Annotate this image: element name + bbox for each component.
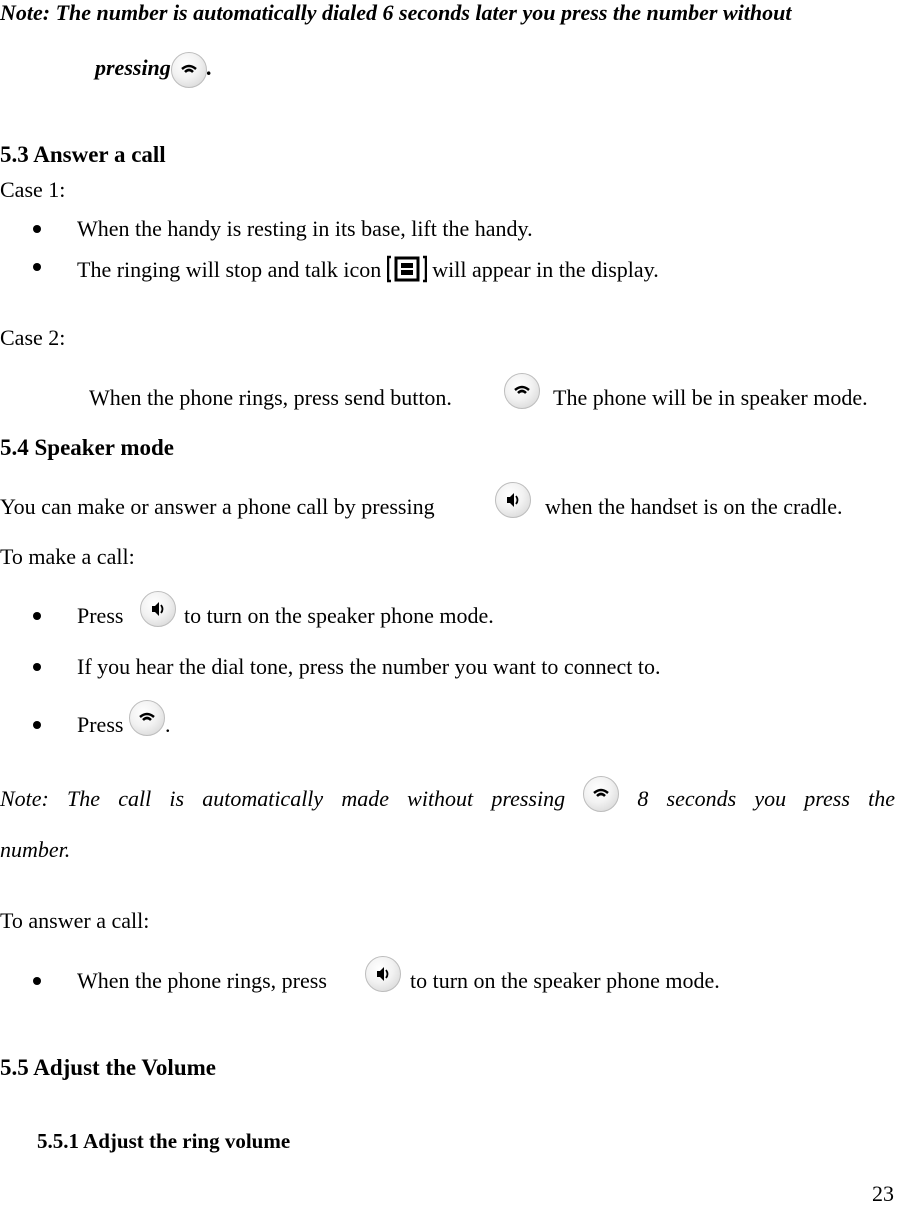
note-word: automatically	[202, 786, 324, 811]
press-text: Press	[77, 603, 124, 628]
speaker-intro	[0, 494, 900, 520]
speaker-mode-text: to turn on the speaker phone mode.	[184, 603, 494, 628]
bullet-icon	[33, 225, 41, 233]
note-word: you	[754, 786, 787, 811]
heading-5-5: 5.5 Adjust the Volume	[0, 1055, 216, 1080]
send-phone-icon	[129, 700, 165, 736]
case-2-post-text: The phone will be in speaker mode.	[553, 385, 868, 410]
answer-call-label: To answer a call:	[0, 908, 150, 933]
page-number: 23	[872, 1181, 894, 1206]
note-word: without	[407, 786, 474, 811]
note-word: pressing	[491, 786, 566, 811]
speaker-icon	[140, 591, 176, 627]
case-2-label: Case 2:	[0, 325, 66, 350]
bullet-icon	[33, 663, 41, 671]
talk-display-icon	[387, 254, 427, 290]
bullet-icon	[33, 721, 41, 729]
note-line-2	[95, 52, 212, 88]
bullet-text: When the handy is resting in its base, lift the handy.	[77, 216, 533, 241]
bullet-icon	[33, 263, 41, 271]
period-text: .	[165, 712, 171, 737]
note-word: The	[67, 786, 101, 811]
note-word: press	[804, 786, 850, 811]
make-call-label: To make a call:	[0, 544, 135, 569]
case-2-pre-text: When the phone rings, press send button.	[89, 385, 452, 410]
note-line-1: Note: The number is automatically dialed 6 seconds later you press the number without	[0, 0, 792, 25]
note-word: seconds	[666, 786, 737, 811]
note-word: call	[118, 786, 152, 811]
speaker-icon	[495, 482, 531, 518]
intro-post-text: when the handset is on the cradle.	[545, 494, 843, 519]
note-word: is	[169, 786, 185, 811]
heading-5-4: 5.4 Speaker mode	[0, 435, 174, 460]
talk-pre-text: The ringing will stop and talk icon	[77, 257, 382, 283]
press-text: Press	[77, 712, 124, 737]
note-word: 8	[637, 786, 649, 811]
heading-5-5-1: 5.5.1 Adjust the ring volume	[37, 1129, 291, 1153]
note-2-line-1	[0, 786, 895, 812]
send-phone-icon	[583, 776, 619, 812]
case-2-marker: 􀂾	[46, 385, 64, 410]
bullet-icon	[33, 977, 41, 985]
note-2-line-2: number.	[0, 837, 71, 862]
note-pressing: pressing	[95, 55, 171, 81]
bullet-text-talk	[77, 254, 659, 290]
note-word: made	[341, 786, 389, 811]
heading-5-3: 5.3 Answer a call	[0, 142, 166, 167]
send-phone-icon	[171, 52, 207, 88]
answer-pre-text: When the phone rings, press	[77, 968, 327, 993]
bullet-text: If you hear the dial tone, press the number you want to connect to.	[77, 654, 661, 679]
speaker-icon	[365, 956, 401, 992]
answer-post-text: to turn on the speaker phone mode.	[410, 968, 720, 993]
note-period: .	[206, 55, 213, 81]
case-1-label: Case 1:	[0, 177, 66, 202]
note-word: Note:	[0, 786, 49, 811]
talk-post-text: will appear in the display.	[432, 257, 659, 283]
send-phone-icon	[504, 373, 540, 409]
intro-pre-text: You can make or answer a phone call by pressing	[0, 494, 435, 519]
note-word: the	[868, 786, 895, 811]
bullet-icon	[33, 612, 41, 620]
